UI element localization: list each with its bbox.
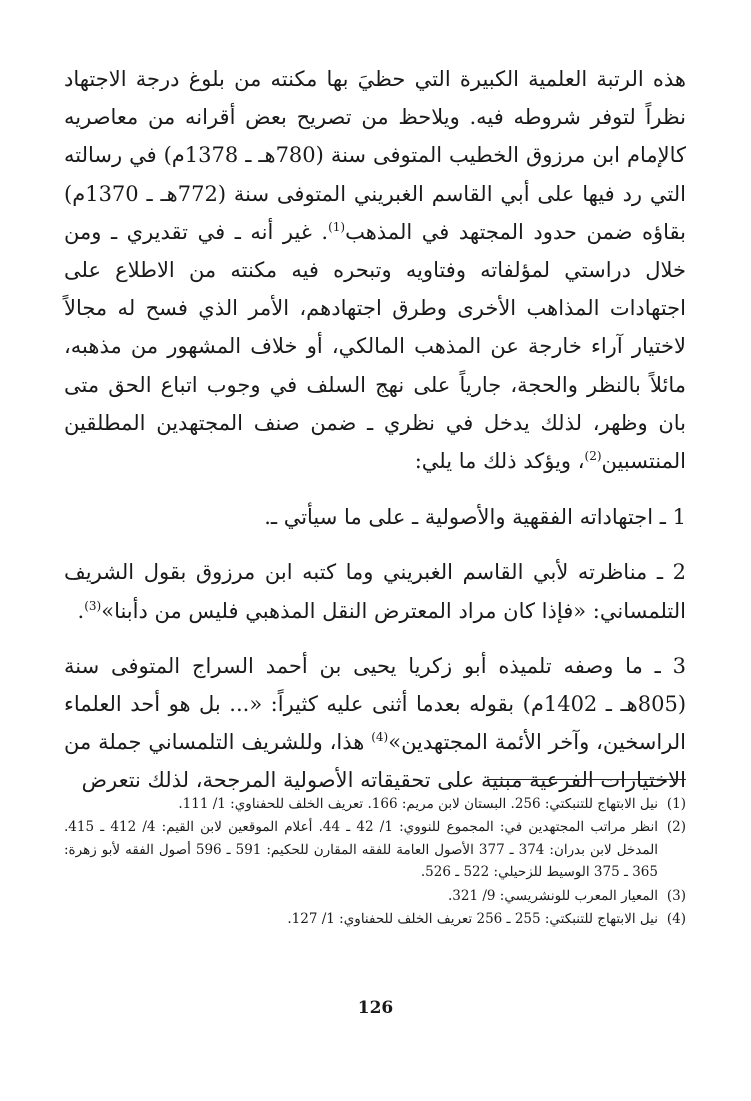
- footnote-ref-4: (4): [371, 730, 389, 745]
- list-item-2-text-a: 2 ـ مناظرته لأبي القاسم الغبريني وما كتبه ابن مرزوق بقول الشريف التلمساني: «فإذا كان مراد المعترض النقل المذهبي فليس من دأبنا»: [64, 560, 686, 623]
- list-item-1: [64, 498, 686, 536]
- list-item-3-text-b: هذا، وللشريف التلمساني جملة من الاختيارات الفرعية مبنية على تحقيقاته الأصولية المرجحة، لذلك نتعرض: [64, 730, 686, 793]
- list-item-3: [64, 647, 686, 800]
- footnote-2-text: انظر مراتب المجتهدين في: المجموع للنووي: 1/ 42 ـ 44. أعلام الموقعين لابن القيم: 4/ 412 ـ 415. المدخل لابن بدران: 374 ـ 377 الأصول العامة للفقه المقارن للحكيم: 591 ـ 596 أصول الفقه لأبو زهرة: 365 ـ 375 الوسيط للزحيلي: 522 ـ 526.: [64, 819, 659, 881]
- footnote-3-number: (3): [666, 887, 686, 904]
- footnote-1: [64, 793, 686, 815]
- list-item-2-text-b: .: [77, 598, 85, 623]
- list-item-2: [64, 553, 686, 629]
- footnote-4-text: نيل الابتهاج للتنبكتي: 255 ـ 256 تعريف الخلف للحفناوي: 1/ 127.: [287, 911, 658, 928]
- footnote-ref-1: (1): [328, 219, 346, 234]
- main-text: [64, 60, 686, 800]
- footnote-ref-2: (2): [584, 449, 602, 464]
- paragraph-1: [64, 60, 686, 480]
- footnote-2: [64, 816, 686, 883]
- footnote-separator: [487, 779, 686, 780]
- footnote-3: [64, 885, 686, 907]
- footnote-1-text: نيل الابتهاج للتنبكتي: 256. البستان لابن مريم: 166. تعريف الخلف للحفناوي: 1/ 111.: [178, 796, 658, 812]
- paragraph-1-text-a: هذه الرتبة العلمية الكبيرة التي حظيَ بها مكنته من بلوغ درجة الاجتهاد نظراً لتوفر شروطه فيه. ويلاحظ من تصريح بعض أقرانه من معاصريه كالإمام ابن مرزوق الخطيب المتوفى سنة (780هـ ـ 1378م) في رسالته التي رد فيها على أبي القاسم الغبريني المتوفى سنة (772هـ ـ 1370م) بقاؤه ضمن حدود المجتهد في المذهب: [64, 67, 686, 244]
- footnote-3-text: المعيار المعرب للونشريسي: 9/ 321.: [447, 887, 658, 904]
- footnote-4: [64, 908, 686, 930]
- footnote-1-number: (1): [666, 796, 686, 812]
- footnote-2-number: (2): [666, 819, 686, 836]
- footnote-ref-3: (3): [84, 598, 102, 613]
- page-number: 126: [357, 998, 394, 1018]
- footnote-4-number: (4): [666, 911, 686, 928]
- list-item-1-text: 1 ـ اجتهاداته الفقهية والأصولية ـ على ما سيأتي ـ.: [264, 505, 686, 530]
- list-item-3-text-a: 3 ـ ما وصفه تلميذه أبو زكريا يحيى بن أحمد السراج المتوفى سنة (805هـ ـ 1402م) بقوله بعدما أثنى عليه كثيراً: «... بل هو أحد العلماء الراسخين، وآخر الأئمة المجتهدين»: [64, 653, 687, 755]
- paragraph-1-text-c: ، ويؤكد ذلك ما يلي:: [414, 449, 585, 474]
- paragraph-1-text-b: . غير أنه ـ في تقديري ـ ومن خلال دراستي لمؤلفاته وفتاويه وتبحره فيه مكنته من الاطلاع على اجتهادات المذاهب الأخرى وطرق اجتهادهم، الأمر الذي فسح له مجالاً لاختيار آراء خارجة عن المذهب المالكي، أو خلاف المشهور من مذهبه، مائلاً بالنظر والحجة، جارياً على نهج السلف في وجوب اتباع الحق متى بان وظهر، لذلك يدخل في نظري ـ ضمن صنف المجتهدين المطلقين المنتسبين: [64, 219, 686, 474]
- footnotes: [64, 793, 686, 931]
